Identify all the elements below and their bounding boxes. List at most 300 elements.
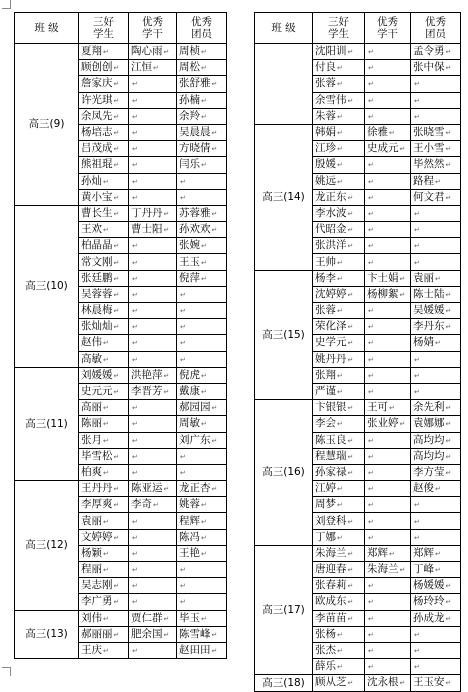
name-text: 方晓倩 xyxy=(179,142,211,155)
cell-end-mark: ↵ xyxy=(445,404,452,413)
cell-end-mark: ↵ xyxy=(113,533,120,542)
cell-end-mark: ↵ xyxy=(368,323,374,332)
cell-end-mark: ↵ xyxy=(337,177,343,186)
name-text: 顾创创 xyxy=(81,61,113,74)
cell-end-mark: ↵ xyxy=(163,388,170,397)
name-cell xyxy=(313,497,365,513)
cell-end-mark: ↵ xyxy=(347,549,354,558)
name-cell xyxy=(177,513,227,529)
cell-end-mark: ↵ xyxy=(337,371,343,380)
cell-end-mark: ↵ xyxy=(337,420,343,429)
cell-end-mark: ↵ xyxy=(201,420,207,429)
name-text: 史元元 xyxy=(81,385,113,398)
cell-end-mark: ↵ xyxy=(445,290,452,299)
name-cell xyxy=(79,367,129,383)
cell-end-mark: ↵ xyxy=(201,64,207,73)
name-cell xyxy=(177,124,227,140)
cell-end-mark: ↵ xyxy=(414,209,420,218)
cell-end-mark: ↵ xyxy=(211,209,218,218)
name-cell xyxy=(129,545,177,561)
class-cell: 高三(11) xyxy=(15,367,79,480)
name-cell xyxy=(129,270,177,286)
name-text: 吴晨晨 xyxy=(179,126,211,139)
name-text: 余雪伟 xyxy=(315,93,347,106)
name-cell xyxy=(79,464,129,480)
cell-end-mark: ↵ xyxy=(132,582,138,591)
cell-end-mark: ↵ xyxy=(347,614,354,623)
name-cell xyxy=(79,529,129,545)
cell-end-mark: ↵ xyxy=(132,436,138,445)
name-text: 杨婧 xyxy=(413,336,434,349)
cell-end-mark: ↵ xyxy=(368,598,374,607)
cell-end-mark: ↵ xyxy=(368,209,374,218)
cell-end-mark: ↵ xyxy=(445,161,452,170)
cell-end-mark: ↵ xyxy=(113,96,120,105)
class-cell: 高三(13) xyxy=(15,610,79,659)
header-row xyxy=(15,13,227,44)
cell-end-mark: ↵ xyxy=(399,679,406,688)
name-text: 李厚爽 xyxy=(81,498,113,511)
cell-end-mark: ↵ xyxy=(337,485,343,494)
name-text: 夏翔 xyxy=(81,45,102,58)
name-cell xyxy=(365,529,411,545)
cell-end-mark: ↵ xyxy=(103,339,109,348)
name-cell xyxy=(411,44,461,60)
name-cell xyxy=(365,222,411,238)
name-text: 程丽 xyxy=(81,563,102,576)
cell-end-mark: ↵ xyxy=(337,533,343,542)
name-cell xyxy=(129,513,177,529)
name-text: 贾仁群 xyxy=(131,611,163,624)
name-text: 袁丽 xyxy=(413,271,434,284)
name-cell xyxy=(411,432,461,448)
name-text: 陈丽 xyxy=(81,417,102,430)
name-cell xyxy=(365,545,411,561)
name-cell xyxy=(365,675,411,691)
cell-end-mark: ↵ xyxy=(113,64,120,73)
name-cell xyxy=(79,254,129,270)
name-cell xyxy=(365,642,411,658)
cell-end-mark: ↵ xyxy=(414,355,420,364)
class-cell: 高三(18) xyxy=(255,675,313,691)
name-text: 姚丹丹 xyxy=(315,352,347,365)
name-cell xyxy=(313,222,365,238)
name-text: 欧成东 xyxy=(315,595,347,608)
name-text: 吴蓉蓉 xyxy=(81,287,113,300)
name-cell xyxy=(313,76,365,92)
cell-end-mark: ↵ xyxy=(211,485,218,494)
name-text: 薛乐 xyxy=(315,660,336,673)
cell-end-mark: ↵ xyxy=(414,242,420,251)
name-cell xyxy=(79,238,129,254)
name-text: 史成元 xyxy=(367,142,399,155)
name-text: 程辉 xyxy=(179,514,200,527)
cell-end-mark: ↵ xyxy=(201,161,207,170)
name-text: 郝园园 xyxy=(179,401,211,414)
name-text: 林晨梅 xyxy=(81,304,113,317)
cell-end-mark: ↵ xyxy=(113,209,120,218)
name-cell xyxy=(365,432,411,448)
table-row xyxy=(15,367,227,383)
name-cell xyxy=(313,610,365,626)
name-cell xyxy=(313,400,365,416)
cell-end-mark: ↵ xyxy=(347,193,354,202)
cell-end-mark: ↵ xyxy=(201,371,207,380)
name-cell xyxy=(313,189,365,205)
cell-end-mark: ↵ xyxy=(347,48,354,57)
name-cell xyxy=(411,141,461,157)
name-text: 熊祖琨 xyxy=(81,158,113,171)
table-row xyxy=(255,270,461,286)
cell-end-mark: ↵ xyxy=(435,485,441,494)
cell-end-mark: ↵ xyxy=(414,517,420,526)
cell-end-mark: ↵ xyxy=(445,48,452,57)
name-cell xyxy=(365,335,411,351)
name-text: 路程 xyxy=(413,174,434,187)
name-cell xyxy=(313,529,365,545)
name-text: 肥余国 xyxy=(131,627,163,640)
name-cell xyxy=(411,481,461,497)
name-cell xyxy=(411,497,461,513)
cell-end-mark: ↵ xyxy=(113,193,120,202)
name-cell xyxy=(79,286,129,302)
cell-end-mark: ↵ xyxy=(399,290,406,299)
name-text: 刘媛媛 xyxy=(81,368,113,381)
cell-end-mark: ↵ xyxy=(113,290,120,299)
cell-end-mark: ↵ xyxy=(201,48,207,57)
name-text: 杨柳絮 xyxy=(367,287,399,300)
name-text: 赵伟 xyxy=(81,336,102,349)
cell-end-mark: ↵ xyxy=(414,533,420,542)
cell-end-mark: ↵ xyxy=(103,647,109,656)
name-cell xyxy=(365,562,411,578)
cell-end-mark: ↵ xyxy=(347,290,354,299)
cell-end-mark: ↵ xyxy=(163,630,170,639)
name-cell xyxy=(365,383,411,399)
name-cell xyxy=(129,286,177,302)
name-cell xyxy=(365,594,411,610)
name-text: 赵俊 xyxy=(413,482,434,495)
name-cell xyxy=(129,351,177,367)
name-cell xyxy=(411,351,461,367)
cell-end-mark: ↵ xyxy=(347,323,354,332)
cell-end-mark: ↵ xyxy=(201,258,207,267)
name-text: 李晋芳 xyxy=(131,385,163,398)
cell-end-mark: ↵ xyxy=(103,226,109,235)
cell-end-mark: ↵ xyxy=(163,226,170,235)
name-cell xyxy=(177,76,227,92)
name-text: 代昭金 xyxy=(315,223,347,236)
cell-end-mark: ↵ xyxy=(414,80,420,89)
table-row xyxy=(255,400,461,416)
name-text: 何文君 xyxy=(413,190,445,203)
cell-end-mark: ↵ xyxy=(399,274,406,283)
name-text: 李会 xyxy=(315,417,336,430)
cell-end-mark: ↵ xyxy=(368,307,374,316)
name-text: 张杨 xyxy=(315,627,336,640)
name-cell xyxy=(411,254,461,270)
name-text: 高均均 xyxy=(413,433,445,446)
name-text: 丁峰 xyxy=(413,563,434,576)
name-cell xyxy=(411,610,461,626)
name-cell xyxy=(79,383,129,399)
name-text: 陶心雨 xyxy=(131,45,163,58)
cell-end-mark: ↵ xyxy=(180,598,186,607)
cell-end-mark: ↵ xyxy=(211,226,218,235)
name-text: 高丽 xyxy=(81,401,102,414)
name-cell xyxy=(129,44,177,60)
name-text: 张蓉 xyxy=(315,304,336,317)
name-cell xyxy=(177,44,227,60)
table-row xyxy=(255,545,461,561)
name-cell xyxy=(177,448,227,464)
cell-end-mark: ↵ xyxy=(414,663,420,672)
cell-end-mark: ↵ xyxy=(445,307,452,316)
cell-end-mark: ↵ xyxy=(103,420,109,429)
name-cell xyxy=(177,367,227,383)
cell-end-mark: ↵ xyxy=(435,549,441,558)
table-row xyxy=(15,205,227,221)
cell-end-mark: ↵ xyxy=(347,517,354,526)
name-cell xyxy=(129,76,177,92)
name-cell xyxy=(411,205,461,221)
name-cell xyxy=(129,626,177,642)
cell-end-mark: ↵ xyxy=(445,679,452,688)
name-cell xyxy=(79,481,129,497)
cell-end-mark: ↵ xyxy=(347,339,354,348)
cell-end-mark: ↵ xyxy=(211,404,218,413)
cell-end-mark: ↵ xyxy=(337,258,343,267)
cell-end-mark: ↵ xyxy=(180,307,186,316)
name-cell xyxy=(411,545,461,561)
name-cell xyxy=(411,367,461,383)
name-text: 杨玲玲 xyxy=(413,595,445,608)
class-cell: 高三(9) xyxy=(15,44,79,206)
name-cell xyxy=(313,383,365,399)
name-text: 丁娜 xyxy=(315,530,336,543)
name-cell xyxy=(177,529,227,545)
name-cell xyxy=(177,481,227,497)
name-text: 张春莉 xyxy=(315,579,347,592)
name-text: 余羚 xyxy=(179,109,200,122)
name-text: 高敏 xyxy=(81,352,102,365)
name-cell xyxy=(313,545,365,561)
cell-end-mark: ↵ xyxy=(153,501,159,510)
cell-end-mark: ↵ xyxy=(368,48,374,57)
name-cell xyxy=(365,659,411,675)
name-cell xyxy=(365,578,411,594)
cell-end-mark: ↵ xyxy=(368,64,374,73)
name-text: 曹长生 xyxy=(81,206,113,219)
name-cell xyxy=(177,416,227,432)
table-row xyxy=(255,44,461,60)
name-cell xyxy=(79,173,129,189)
name-text: 朱蓉 xyxy=(315,109,336,122)
cell-end-mark: ↵ xyxy=(445,468,452,477)
name-cell xyxy=(177,335,227,351)
name-cell xyxy=(313,578,365,594)
class-cell: 高三(14) xyxy=(255,124,313,270)
name-cell xyxy=(411,303,461,319)
name-text: 荣化泽 xyxy=(315,320,347,333)
cell-end-mark: ↵ xyxy=(113,371,120,380)
name-cell xyxy=(313,44,365,60)
name-cell xyxy=(129,173,177,189)
cell-end-mark: ↵ xyxy=(132,420,138,429)
name-cell xyxy=(313,205,365,221)
name-cell xyxy=(129,141,177,157)
cell-end-mark: ↵ xyxy=(337,663,343,672)
cell-end-mark: ↵ xyxy=(445,420,452,429)
name-cell xyxy=(79,205,129,221)
name-cell xyxy=(129,222,177,238)
name-text: 陈冯 xyxy=(179,530,200,543)
name-cell xyxy=(411,626,461,642)
name-text: 曹士阳 xyxy=(131,223,163,236)
name-cell xyxy=(129,416,177,432)
name-text: 李方莹 xyxy=(413,465,445,478)
name-cell xyxy=(177,432,227,448)
name-text: 周梦 xyxy=(315,498,336,511)
name-cell xyxy=(177,400,227,416)
name-text: 张廷鹏 xyxy=(81,271,113,284)
cell-end-mark: ↵ xyxy=(211,129,218,138)
name-cell xyxy=(411,578,461,594)
cell-end-mark: ↵ xyxy=(435,274,441,283)
name-text: 赵田田 xyxy=(179,644,211,657)
cell-end-mark: ↵ xyxy=(113,485,120,494)
cell-end-mark: ↵ xyxy=(113,274,120,283)
name-cell xyxy=(411,76,461,92)
cell-end-mark: ↵ xyxy=(445,145,452,154)
cell-end-mark: ↵ xyxy=(337,388,343,397)
name-cell xyxy=(177,464,227,480)
name-cell xyxy=(177,238,227,254)
name-cell xyxy=(313,416,365,432)
cell-end-mark: ↵ xyxy=(211,630,218,639)
name-cell xyxy=(79,189,129,205)
cell-end-mark: ↵ xyxy=(180,566,186,575)
name-cell xyxy=(313,642,365,658)
name-cell xyxy=(365,254,411,270)
cell-end-mark: ↵ xyxy=(337,161,343,170)
cell-end-mark: ↵ xyxy=(368,468,374,477)
name-cell xyxy=(129,60,177,76)
name-cell xyxy=(411,157,461,173)
cell-end-mark: ↵ xyxy=(347,226,354,235)
name-cell xyxy=(313,173,365,189)
cell-end-mark: ↵ xyxy=(368,226,374,235)
cell-end-mark: ↵ xyxy=(414,388,420,397)
name-cell xyxy=(79,222,129,238)
cell-end-mark: ↵ xyxy=(103,355,109,364)
name-cell xyxy=(313,270,365,286)
name-text: 张月 xyxy=(81,433,102,446)
name-text: 李水波 xyxy=(315,206,347,219)
name-text: 柏爽 xyxy=(81,465,102,478)
name-cell xyxy=(79,92,129,108)
name-cell xyxy=(365,303,411,319)
name-cell xyxy=(313,124,365,140)
name-cell xyxy=(365,513,411,529)
name-text: 黄小宝 xyxy=(81,190,113,203)
name-text: 唐迎春 xyxy=(315,563,347,576)
name-cell xyxy=(411,319,461,335)
name-cell xyxy=(313,594,365,610)
cell-end-mark: ↵ xyxy=(132,112,138,121)
name-cell xyxy=(365,92,411,108)
cell-end-mark: ↵ xyxy=(103,549,109,558)
cell-end-mark: ↵ xyxy=(201,501,207,510)
name-cell xyxy=(79,497,129,513)
cell-end-mark: ↵ xyxy=(180,339,186,348)
cell-end-mark: ↵ xyxy=(211,436,218,445)
name-text: 程慧瑞 xyxy=(315,449,347,462)
name-text: 李丹东 xyxy=(413,320,445,333)
name-text: 王欢 xyxy=(81,223,102,236)
name-cell xyxy=(411,659,461,675)
cell-end-mark: ↵ xyxy=(368,436,374,445)
cell-end-mark: ↵ xyxy=(153,64,159,73)
cell-end-mark: ↵ xyxy=(180,290,186,299)
cell-end-mark: ↵ xyxy=(163,485,170,494)
name-cell xyxy=(129,497,177,513)
name-text: 陈亚运 xyxy=(131,482,163,495)
name-cell xyxy=(177,157,227,173)
name-text: 张业婷 xyxy=(367,417,399,430)
cell-end-mark: ↵ xyxy=(368,647,374,656)
name-text: 余先利 xyxy=(413,401,445,414)
name-cell xyxy=(129,562,177,578)
cell-end-mark: ↵ xyxy=(113,145,120,154)
cell-end-mark: ↵ xyxy=(414,226,420,235)
cell-end-mark: ↵ xyxy=(113,242,120,251)
cell-end-mark: ↵ xyxy=(368,517,374,526)
cell-end-mark: ↵ xyxy=(163,614,170,623)
name-cell xyxy=(177,254,227,270)
name-text: 郑辉 xyxy=(413,546,434,559)
cell-end-mark: ↵ xyxy=(368,452,374,461)
name-cell xyxy=(313,92,365,108)
name-cell xyxy=(79,124,129,140)
name-cell xyxy=(79,351,129,367)
cell-end-mark: ↵ xyxy=(414,501,420,510)
name-cell xyxy=(177,545,227,561)
cell-end-mark: ↵ xyxy=(368,630,374,639)
name-cell xyxy=(129,481,177,497)
name-cell xyxy=(313,481,365,497)
name-text: 龙正杏 xyxy=(179,482,211,495)
name-cell xyxy=(411,222,461,238)
name-text: 顾从芝 xyxy=(315,676,347,689)
name-cell xyxy=(79,626,129,642)
cell-end-mark: ↵ xyxy=(113,323,120,332)
name-text: 郑辉 xyxy=(367,546,388,559)
name-cell xyxy=(79,416,129,432)
name-cell xyxy=(411,464,461,480)
name-cell xyxy=(129,594,177,610)
name-cell xyxy=(365,60,411,76)
name-text: 江婷 xyxy=(315,482,336,495)
cell-end-mark: ↵ xyxy=(201,242,207,251)
name-text: 毕然然 xyxy=(413,158,445,171)
cell-end-mark: ↵ xyxy=(132,404,138,413)
name-cell xyxy=(365,238,411,254)
name-cell xyxy=(411,594,461,610)
name-text: 周桢 xyxy=(179,45,200,58)
name-text: 文婷婷 xyxy=(81,530,113,543)
name-cell xyxy=(79,432,129,448)
